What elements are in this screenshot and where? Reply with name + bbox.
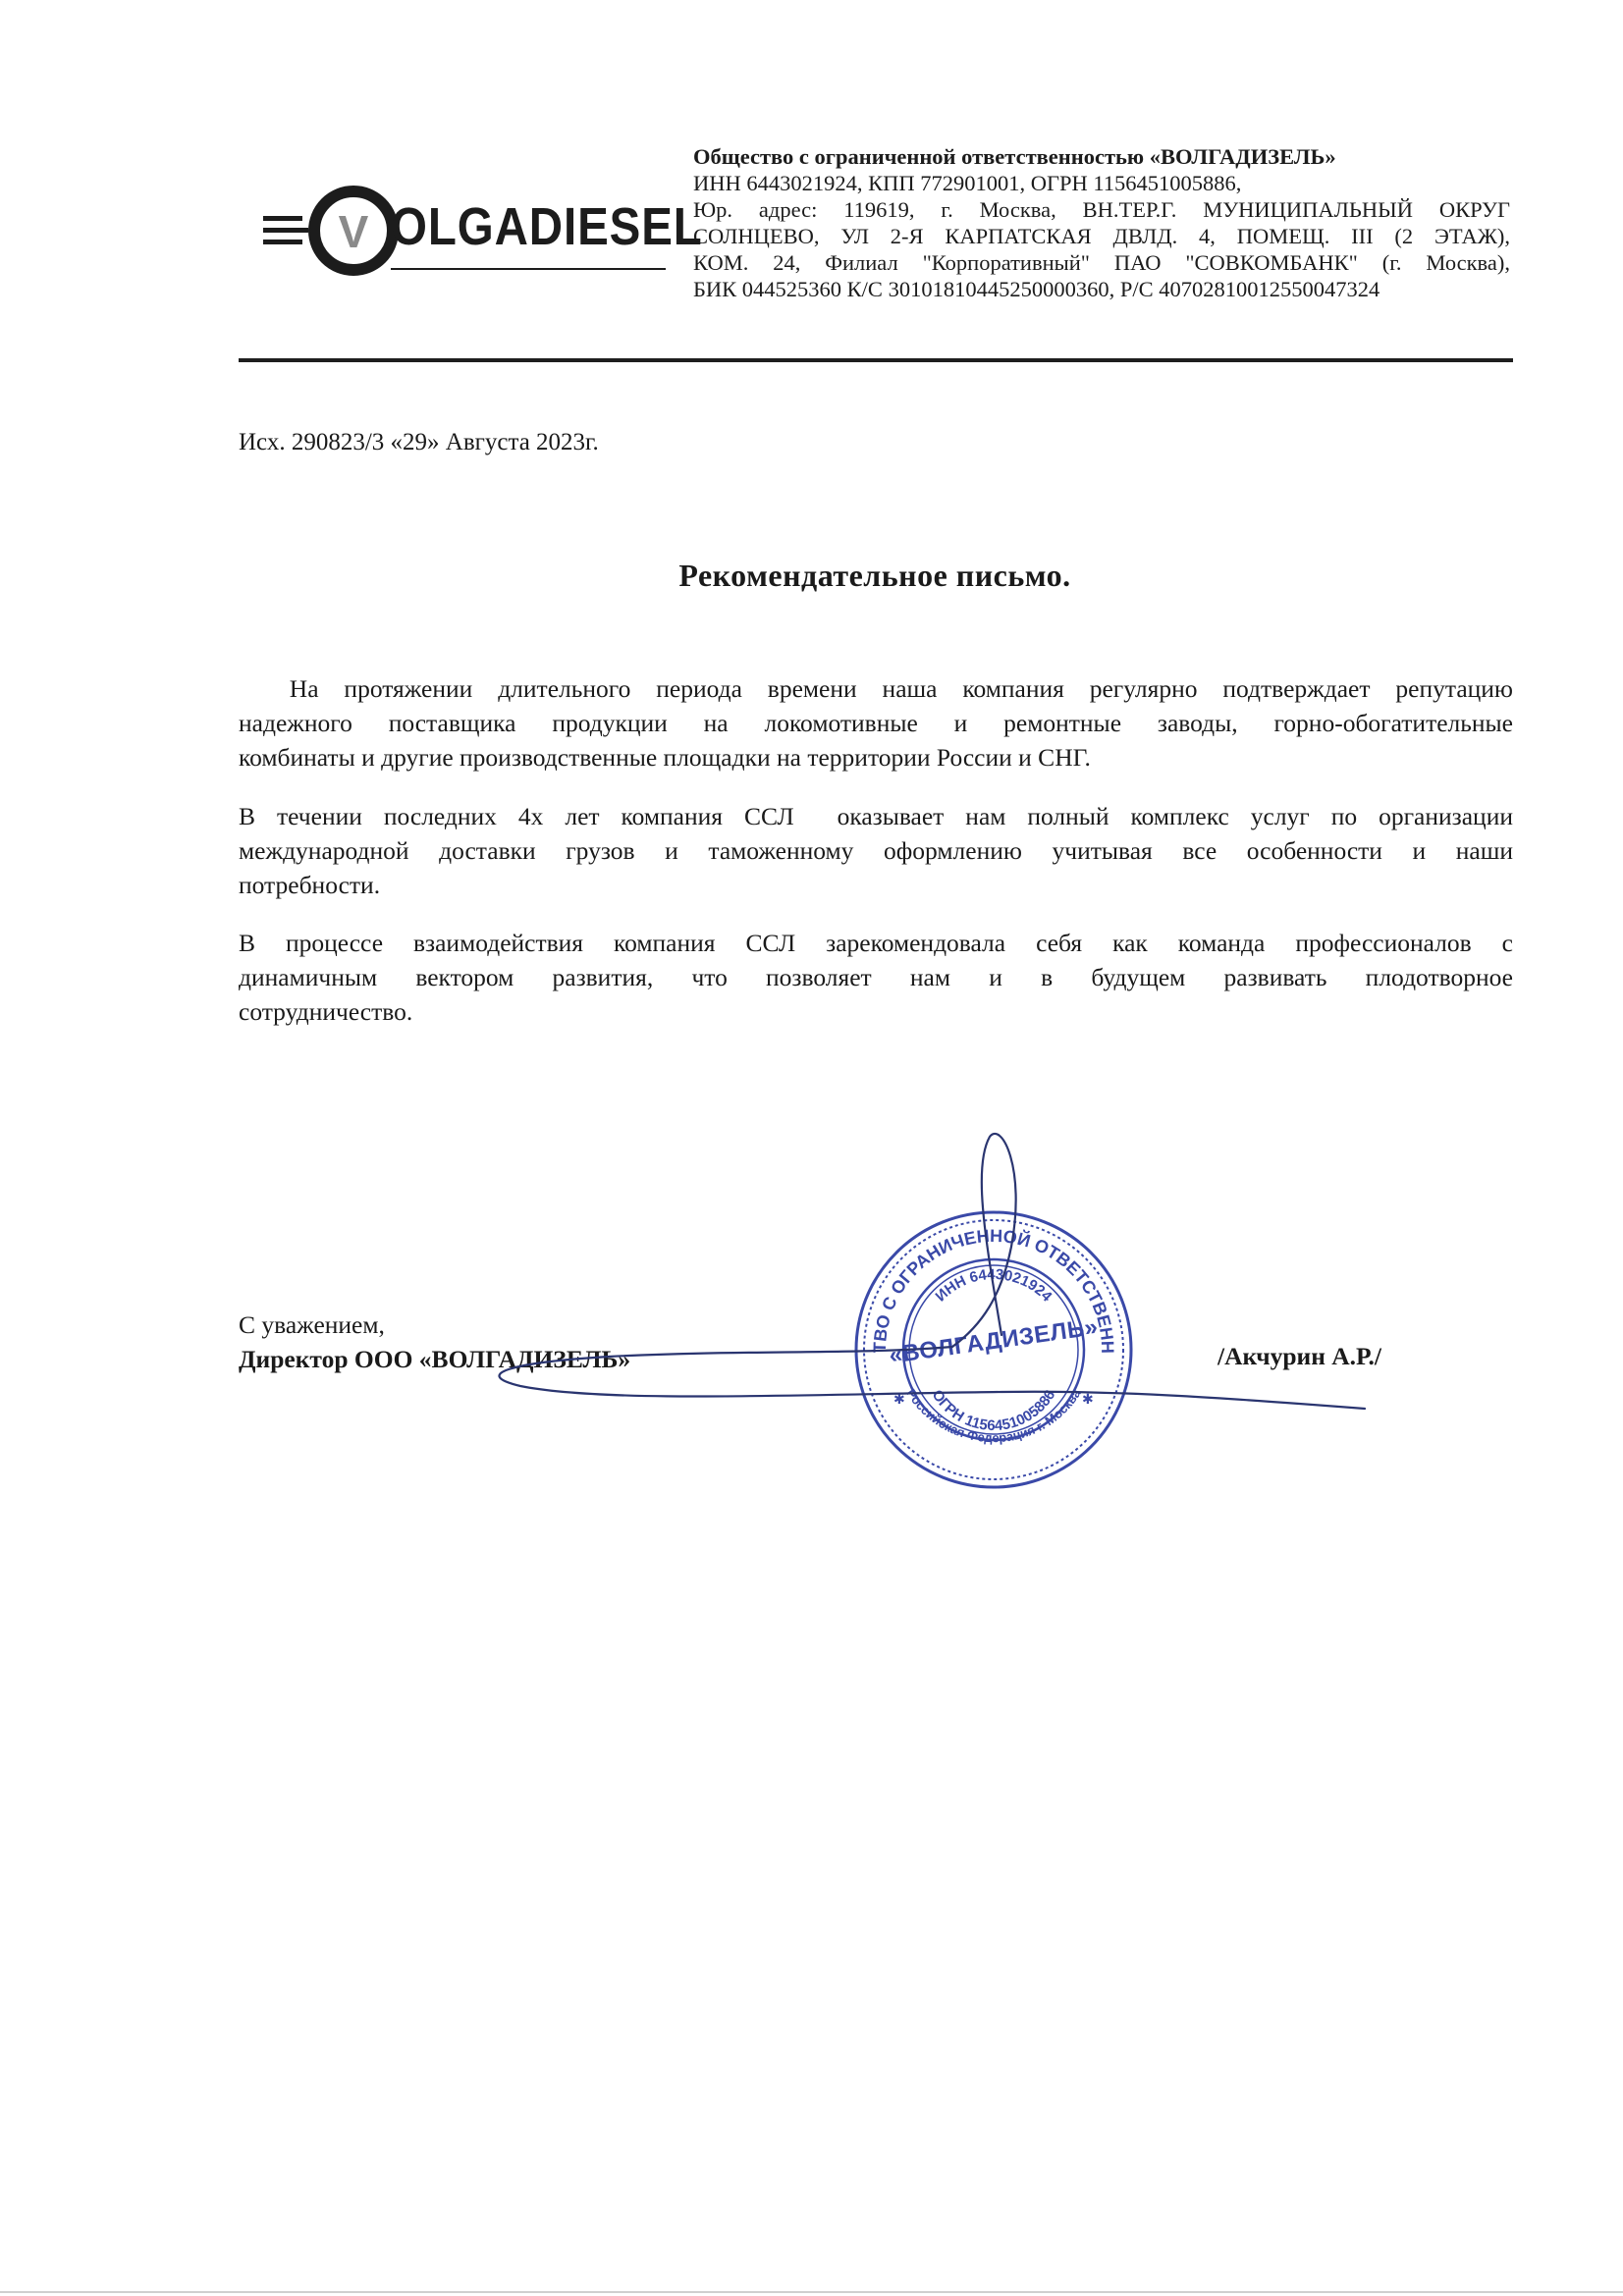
company-details [693,143,1510,302]
paragraph-line: В процессе взаимодействия компания ССЛ зарекомендовала себя как команда профессионалов с [239,929,1513,957]
signatory-name: /Акчурин А.Р./ [1217,1342,1381,1370]
body-paragraph [239,671,1513,774]
body-paragraph [239,926,1513,1029]
letterhead-divider [239,358,1513,362]
svg-text:ОБЩЕСТВО С ОГРАНИЧЕННОЙ ОТВЕТС: ТВО С ОГРАНИЧЕННОЙ ОТВЕТСТВЕНН [869,1225,1118,1355]
svg-text:ИНН 6443021924: ИНН 6443021924 [932,1265,1055,1306]
seal-center-text: «ВОЛГАДИЗЕЛЬ» [887,1313,1101,1369]
company-details-line: СОЛНЦЕВО, УЛ 2-Я КАРПАТСКАЯ ДВЛД. 4, ПОМЕЩ. III (2 ЭТАЖ), [693,224,1510,248]
svg-text:V: V [338,206,369,257]
outgoing-reference: Исх. 290823/3 «29» Августа 2023г. [239,429,599,455]
paragraph-line: потребности. [239,871,381,899]
company-name: Общество с ограниченной ответственностью «ВОЛГАДИЗЕЛЬ» [693,144,1336,169]
company-logo [263,183,703,281]
paragraph-line: международной доставки грузов и таможенному оформлению учитывая все особенности и наши [239,836,1513,865]
paragraph-line: надежного поставщика продукции на локомотивные и ремонтные заводы, горно-обогатительные [239,709,1513,737]
company-details-line: ИНН 6443021924, КПП 772901001, ОГРН 1156451005886, [693,171,1242,195]
company-details-line: КОМ. 24, Филиал "Корпоративный" ПАО "СОВКОМБАНК" (г. Москва), [693,250,1510,275]
logo-wordmark: OLGADIESEL [391,197,703,256]
paragraph-line: комбинаты и другие производственные площадки на территории России и СНГ. [239,743,1091,772]
closing-greeting: С уважением, [239,1310,385,1339]
body-paragraph [239,799,1513,902]
svg-text:ОГРН 1156451005886: ОГРН 1156451005886 [928,1386,1059,1435]
company-details-line: Юр. адрес: 119619, г. Москва, ВН.ТЕР.Г. МУНИЦИПАЛЬНЫЙ ОКРУГ [693,197,1510,222]
paragraph-line: В течении последних 4х лет компания ССЛ оказывает нам полный комплекс услуг по организации [239,802,1513,830]
paragraph-line: На протяжении длительного периода времени наша компания регулярно подтверждает репутацию [239,674,1513,703]
document-title: Рекомендательное письмо. [678,558,1071,593]
company-details-line: БИК 044525360 К/С 30101810445250000360, Р/С 40702810012550047324 [693,277,1380,301]
paragraph-line: сотрудничество. [239,997,413,1026]
svg-text:✱: ✱ [1082,1391,1094,1407]
closing-block [239,1308,630,1376]
signatory-position: Директор ООО «ВОЛГАДИЗЕЛЬ» [239,1345,631,1373]
logo-emblem-icon [263,183,401,281]
svg-text:Российская Федерация г. Москва: Российская Федерация г. Москва [903,1386,1084,1446]
svg-text:✱: ✱ [893,1391,905,1407]
paragraph-line: динамичным вектором развития, что позволяет нам и в будущем развивать плодотворное [239,963,1513,991]
company-seal [846,1202,1141,1497]
page-bottom-edge [0,2291,1623,2293]
